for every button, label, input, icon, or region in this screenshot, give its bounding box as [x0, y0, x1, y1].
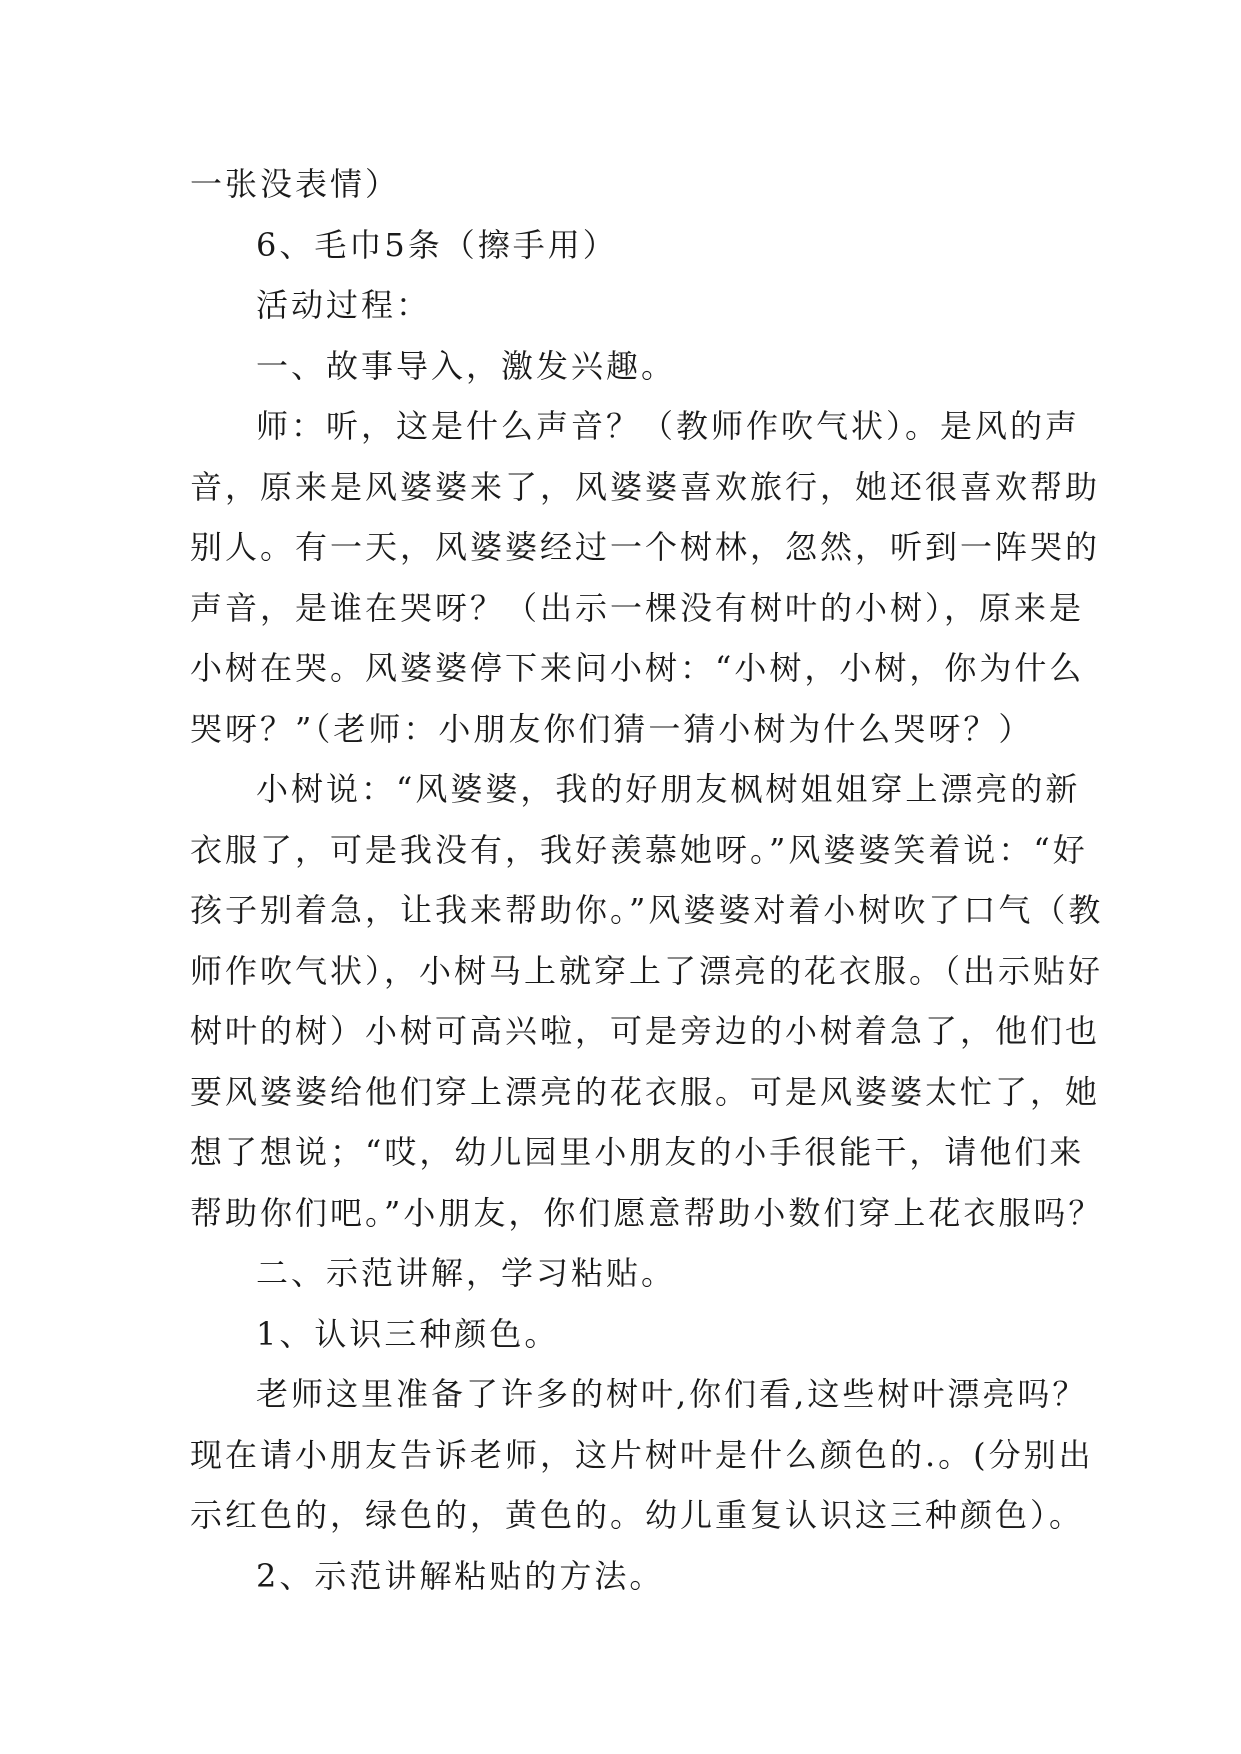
text-line: 孩子别着急，让我来帮助你。”风婆婆对着小树吹了口气（教: [190, 891, 1104, 929]
section-heading: 活动过程：: [256, 286, 432, 324]
text-line: 小树说：“风婆婆，我的好朋友枫树姐姐穿上漂亮的新: [256, 770, 1081, 808]
text-line: 衣服了，可是我没有，我好羡慕她呀。”风婆婆笑着说：“好: [190, 830, 1088, 869]
subsection-heading: 1、认识三种颜色。: [256, 1314, 560, 1353]
text-line: 示红色的，绿色的，黄色的。幼儿重复认识这三种颜色）。: [190, 1496, 1085, 1534]
text-line: 树叶的树）小树可高兴啦，可是旁边的小树着急了，他们也: [190, 1012, 1101, 1050]
text-line: 别人。有一天，风婆婆经过一个树林，忽然，听到一阵哭的: [190, 528, 1101, 566]
text-line: 一张没表情）: [190, 165, 401, 203]
text-line: 要风婆婆给他们穿上漂亮的花衣服。可是风婆婆太忙了，她: [190, 1072, 1101, 1111]
section-heading: 一、故事导入，激发兴趣。: [256, 346, 677, 385]
text-line: 师：听，这是什么声音？（教师作吹气状）。是风的声: [256, 407, 1081, 445]
document-body: [190, 154, 1104, 1606]
text-line: 小树在哭。风婆婆停下来问小树：“小树，小树，你为什么: [190, 649, 1085, 687]
text-line: 哭呀？”（老师：小朋友你们猜一猜小树为什么哭呀？）: [190, 709, 1034, 748]
text-line: 声音，是谁在哭呀？（出示一棵没有树叶的小树），原来是: [190, 588, 1085, 627]
text-line: 音，原来是风婆婆来了，风婆婆喜欢旅行，她还很喜欢帮助: [190, 467, 1101, 506]
text-line: 师作吹气状），小树马上就穿上了漂亮的花衣服。（出示贴好: [190, 951, 1104, 990]
text-line: 老师这里准备了许多的树叶,你们看,这些树叶漂亮吗？: [256, 1375, 1088, 1413]
text-line: 帮助你们吧。”小朋友，你们愿意帮助小数们穿上花衣服吗？: [190, 1193, 1104, 1232]
subsection-heading: 2、示范讲解粘贴的方法。: [256, 1556, 665, 1595]
text-line: 想了想说；“哎，幼儿园里小朋友的小手很能干，请他们来: [190, 1133, 1085, 1171]
text-line: 现在请小朋友告诉老师，这片树叶是什么颜色的.。(分别出: [190, 1435, 1094, 1474]
text-line: 6、毛巾5条（擦手用）: [256, 225, 618, 264]
section-heading: 二、示范讲解，学习粘贴。: [256, 1254, 677, 1292]
